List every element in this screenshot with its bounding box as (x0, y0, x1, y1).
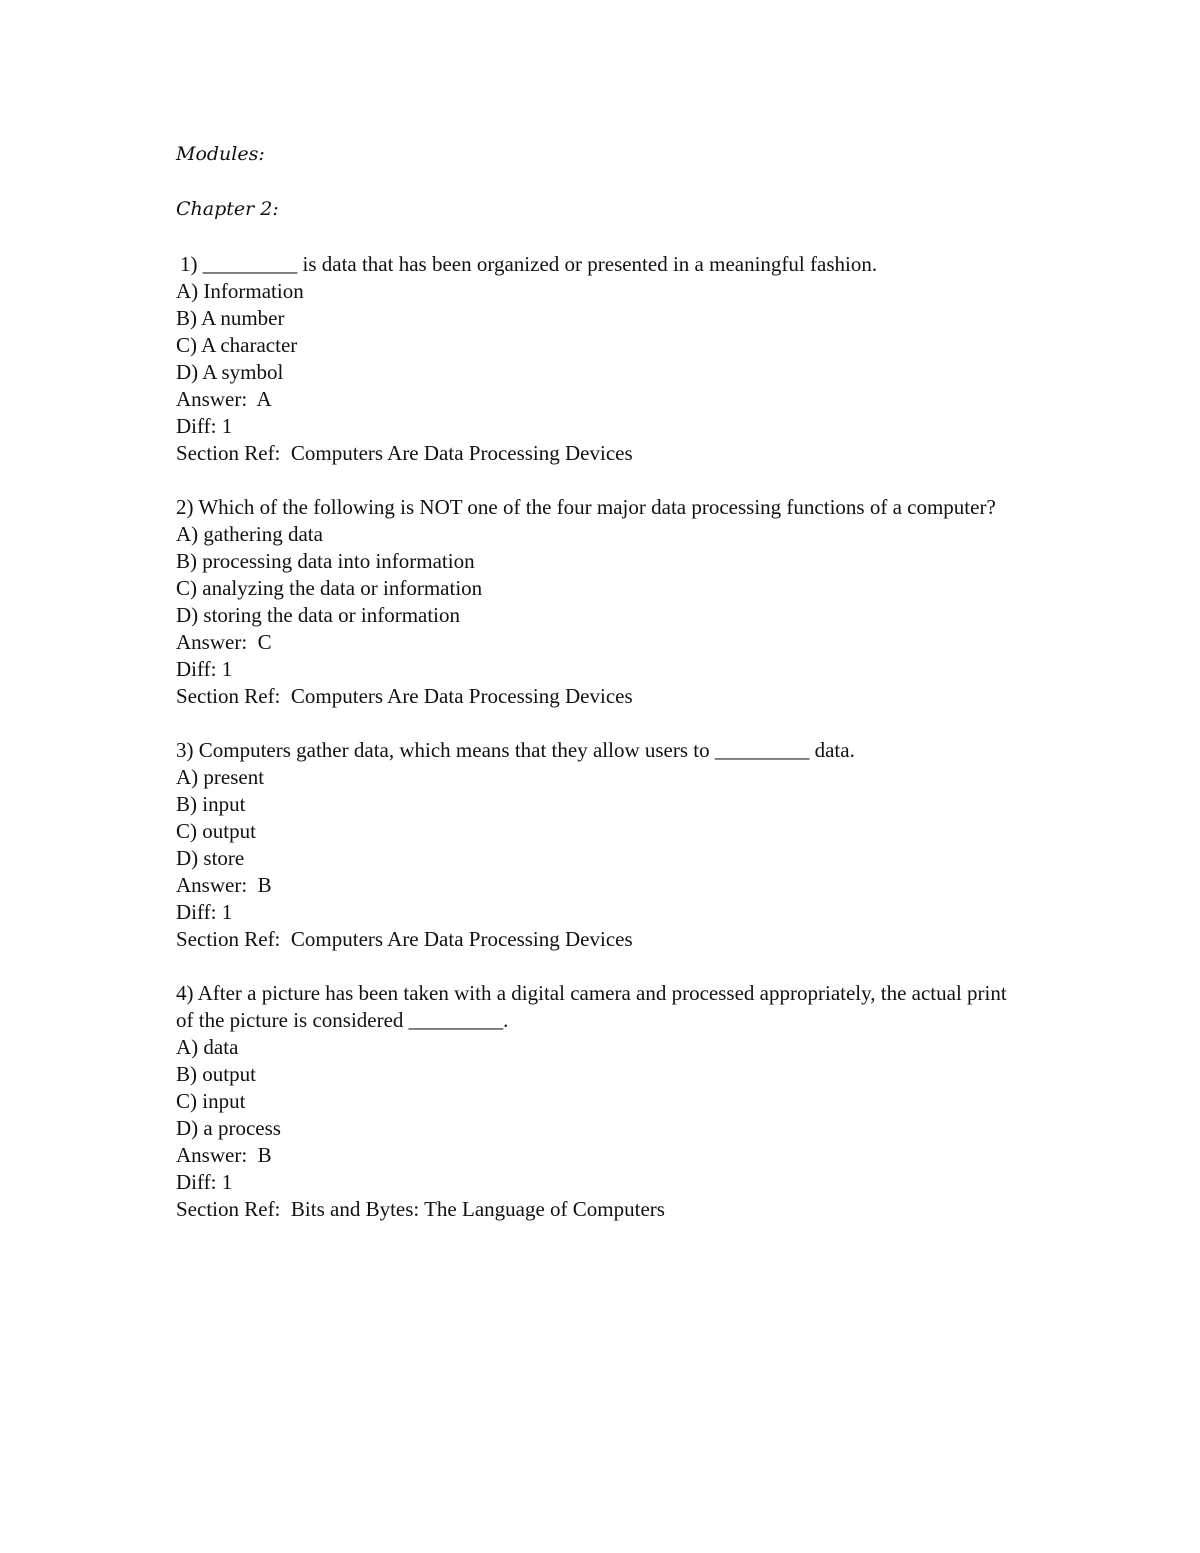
answer-key: Answer: B (176, 873, 272, 897)
answer-option-b: B) output (176, 1062, 256, 1086)
answer-option-d: D) a process (176, 1116, 281, 1140)
answer-key: Answer: C (176, 630, 272, 654)
answer-option-b: B) A number (176, 306, 285, 330)
difficulty: Diff: 1 (176, 657, 233, 681)
difficulty: Diff: 1 (176, 900, 233, 924)
answer-option-b: B) input (176, 792, 246, 816)
answer-option-d: D) storing the data or information (176, 603, 461, 627)
answer-option-d: D) A symbol (176, 360, 284, 384)
heading-spacer (176, 223, 1016, 251)
answer-option-b: B) processing data into information (176, 549, 475, 573)
answer-option-c: C) input (176, 1089, 246, 1113)
section-reference: Section Ref: Bits and Bytes: The Language of Computers (176, 1197, 665, 1221)
question-3 (176, 737, 1016, 953)
difficulty: Diff: 1 (176, 414, 233, 438)
heading-spacer (176, 168, 1016, 196)
answer-option-c: C) A character (176, 333, 298, 357)
answer-option-d: D) store (176, 846, 245, 870)
answer-option-a: A) Information (176, 279, 304, 303)
answer-key: Answer: B (176, 1143, 272, 1167)
question-stem: 4) After a picture has been taken with a digital camera and processed appropriately, the actual print of the picture is considered _________. (176, 981, 1012, 1032)
answer-option-a: A) present (176, 765, 265, 789)
question-1 (176, 251, 1016, 467)
question-4 (176, 980, 1016, 1223)
question-stem: 1) _________ is data that has been organized or presented in a meaningful fashion. (180, 252, 878, 276)
section-reference: Section Ref: Computers Are Data Processing Devices (176, 927, 633, 951)
question-2 (176, 494, 1016, 710)
question-stem: 2) Which of the following is NOT one of the four major data processing functions of a computer? (176, 495, 996, 519)
document-content (176, 141, 1016, 1223)
section-reference: Section Ref: Computers Are Data Processing Devices (176, 441, 633, 465)
section-reference: Section Ref: Computers Are Data Processing Devices (176, 684, 633, 708)
answer-option-a: A) data (176, 1035, 239, 1059)
question-stem: 3) Computers gather data, which means that they allow users to _________ data. (176, 738, 855, 762)
answer-option-c: C) output (176, 819, 256, 843)
answer-option-a: A) gathering data (176, 522, 323, 546)
answer-key: Answer: A (176, 387, 272, 411)
answer-option-c: C) analyzing the data or information (176, 576, 483, 600)
difficulty: Diff: 1 (176, 1170, 233, 1194)
chapter-heading: Chapter 2: (176, 198, 279, 220)
modules-heading: Modules: (176, 143, 265, 165)
